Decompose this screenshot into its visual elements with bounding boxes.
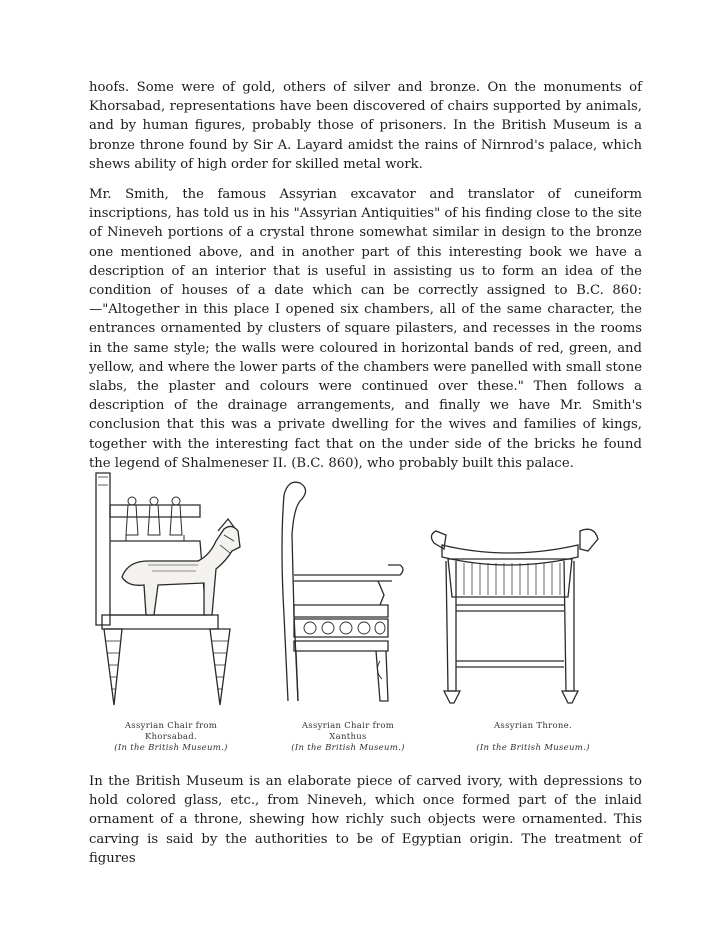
paragraph-3: In the British Museum is an elaborate piece of carved ivory, with depressions to hold colored glass, etc., from Nineveh, which once formed part of the inlaid ornament of a throne, shewing how richly such objects were ornamented. This carving is said by the authorities to be of Egyptian origin. The treatment of figures xyxy=(89,774,642,866)
caption-1-line-2: Khorsabad. xyxy=(144,732,198,742)
paragraph-2: Mr. Smith, the famous Assyrian excavator and translator of cuneiform inscriptions, has told us in his "Assyrian Antiquities" of his finding close to the site of Nineveh portions of a crystal throne somewhat similar in design to the bronze one mentioned above, and in another part of this interesting book we have a description of an interior that is useful in assisting us to form an idea of the condition of houses of a date which can be correctly assigned to B.C. 860:—"Altogether in this place I opened six chambers, all of the same character, the entrances ornamented by clusters of square pilasters, and recesses in the rooms in the same style; the walls were coloured in horizontal bands of red, green, and yellow, and where the lower parts of the chambers were panelled with small stone slabs, the plaster and colours were continued over these." Then follows a description of the drainage arrangements, and finally we have Mr. Smith's conclusion that this was a private dwelling for the wives and families of kings, together with the interesting fact that on the under side of the bricks he found the legend of Shalmeneser II. (B.C. 860), who probably built this palace. xyxy=(89,187,642,471)
assyrian-throne-drawing xyxy=(431,529,598,703)
xanthus-chair-drawing xyxy=(282,482,403,701)
caption-1-line-1: Assyrian Chair from xyxy=(124,721,218,731)
caption-3-line-1: Assyrian Throne. xyxy=(493,721,573,731)
paragraph-1: hoofs. Some were of gold, others of silver and bronze. On the monuments of Khorsabad, representations have been discovered of chairs supported by animals, and by human figures, probably those of prisoners. In the British Museum is a bronze throne found by Sir A. Layard amidst the rains of Nirnrod's palace, which shews ability of high order for skilled metal work. xyxy=(89,80,642,172)
chairs-illustration xyxy=(88,465,640,765)
caption-2-line-2: Xanthus xyxy=(329,732,367,742)
caption-2-line-1: Assyrian Chair from xyxy=(301,721,395,731)
caption-3-line-3: (In the British Museum.) xyxy=(476,743,590,753)
khorsabad-chair-drawing xyxy=(96,473,240,705)
caption-2-line-3: (In the British Museum.) xyxy=(291,743,405,753)
caption-1-line-3: (In the British Museum.) xyxy=(114,743,228,753)
